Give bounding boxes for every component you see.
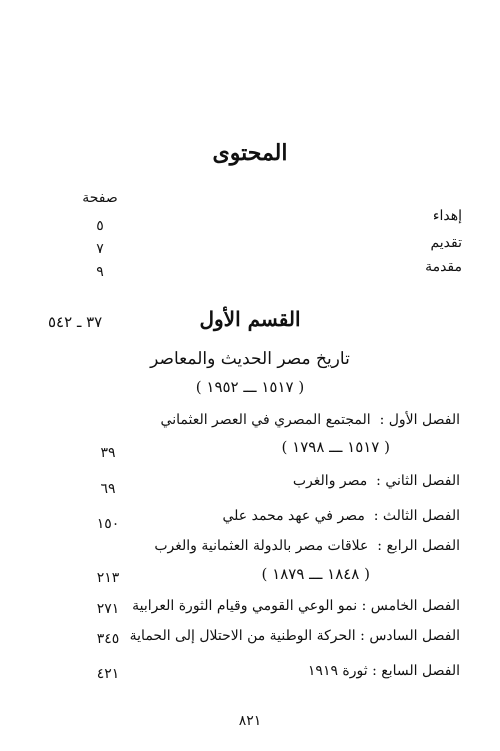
toc-entry-introduction: مقدمة bbox=[425, 259, 462, 275]
toc-page-dedication: ٥ bbox=[96, 218, 104, 234]
chapter-title: مصر في عهد محمد علي bbox=[222, 508, 365, 524]
chapter-label: الفصل السادس bbox=[369, 628, 460, 644]
page-column-header: صفحة bbox=[82, 190, 118, 206]
chapter-label: الفصل الثالث bbox=[382, 508, 460, 524]
chapter-label: الفصل الثاني bbox=[385, 473, 460, 489]
toc-entry-dedication: إهداء bbox=[432, 208, 462, 224]
toc-page-introduction: ٩ bbox=[96, 264, 104, 280]
chapter-3-entry: الفصل الثالث : مصر في عهد محمد علي bbox=[222, 508, 460, 524]
page-number: ٨٢١ bbox=[238, 713, 262, 729]
part-dates: ( ١٥١٧ ـــ ١٩٥٢ ) bbox=[195, 378, 305, 396]
chapter-1-page: ٣٩ bbox=[100, 445, 116, 461]
chapter-7-entry: الفصل السابع : ثورة ١٩١٩ bbox=[307, 663, 460, 679]
chapter-label: الفصل السابع bbox=[381, 663, 460, 679]
chapter-title: ثورة ١٩١٩ bbox=[307, 663, 368, 679]
chapter-title: الحركة الوطنية من الاحتلال إلى الحماية bbox=[129, 628, 356, 644]
chapter-label: الفصل الأول bbox=[388, 412, 460, 428]
chapter-6-entry: الفصل السادس : الحركة الوطنية من الاحتلال إلى الحماية bbox=[129, 628, 460, 644]
chapter-1-dates: ( ١٥١٧ ـــ ١٧٩٨ ) bbox=[281, 438, 390, 456]
part-title: القسم الأول bbox=[199, 307, 301, 331]
chapter-1-entry: الفصل الأول : المجتمع المصري في العصر العثماني bbox=[160, 412, 460, 428]
chapter-2-entry: الفصل الثاني : مصر والغرب bbox=[292, 473, 460, 489]
chapter-4-page: ٢١٣ bbox=[96, 570, 120, 586]
chapter-5-entry: الفصل الخامس : نمو الوعي القومي وقيام الثورة العرابية bbox=[132, 598, 460, 614]
chapter-title: المجتمع المصري في العصر العثماني bbox=[160, 412, 371, 428]
chapter-title: علاقات مصر بالدولة العثمانية والغرب bbox=[154, 538, 369, 554]
part-subtitle: تاريخ مصر الحديث والمعاصر bbox=[150, 349, 350, 369]
chapter-2-page: ٦٩ bbox=[100, 481, 116, 497]
chapter-title: نمو الوعي القومي وقيام الثورة العرابية bbox=[132, 598, 358, 614]
chapter-5-page: ٢٧١ bbox=[96, 601, 120, 617]
chapter-title: مصر والغرب bbox=[292, 473, 368, 489]
chapter-4-dates: ( ١٨٤٨ ـــ ١٨٧٩ ) bbox=[261, 565, 370, 583]
chapter-4-entry: الفصل الرابع : علاقات مصر بالدولة العثمانية والغرب bbox=[154, 538, 460, 554]
toc-page-foreword: ٧ bbox=[96, 241, 104, 257]
part-page-range: ٣٧ ـ ٥٤٢ bbox=[48, 313, 103, 331]
page-title: المحتوى bbox=[212, 140, 288, 166]
chapter-label: الفصل الخامس bbox=[370, 598, 460, 614]
chapter-label: الفصل الرابع bbox=[386, 538, 460, 554]
chapter-6-page: ٣٤٥ bbox=[96, 631, 120, 647]
toc-entry-foreword: تقديم bbox=[430, 235, 462, 251]
chapter-3-page: ١٥٠ bbox=[96, 516, 120, 532]
chapter-7-page: ٤٢١ bbox=[96, 666, 120, 682]
